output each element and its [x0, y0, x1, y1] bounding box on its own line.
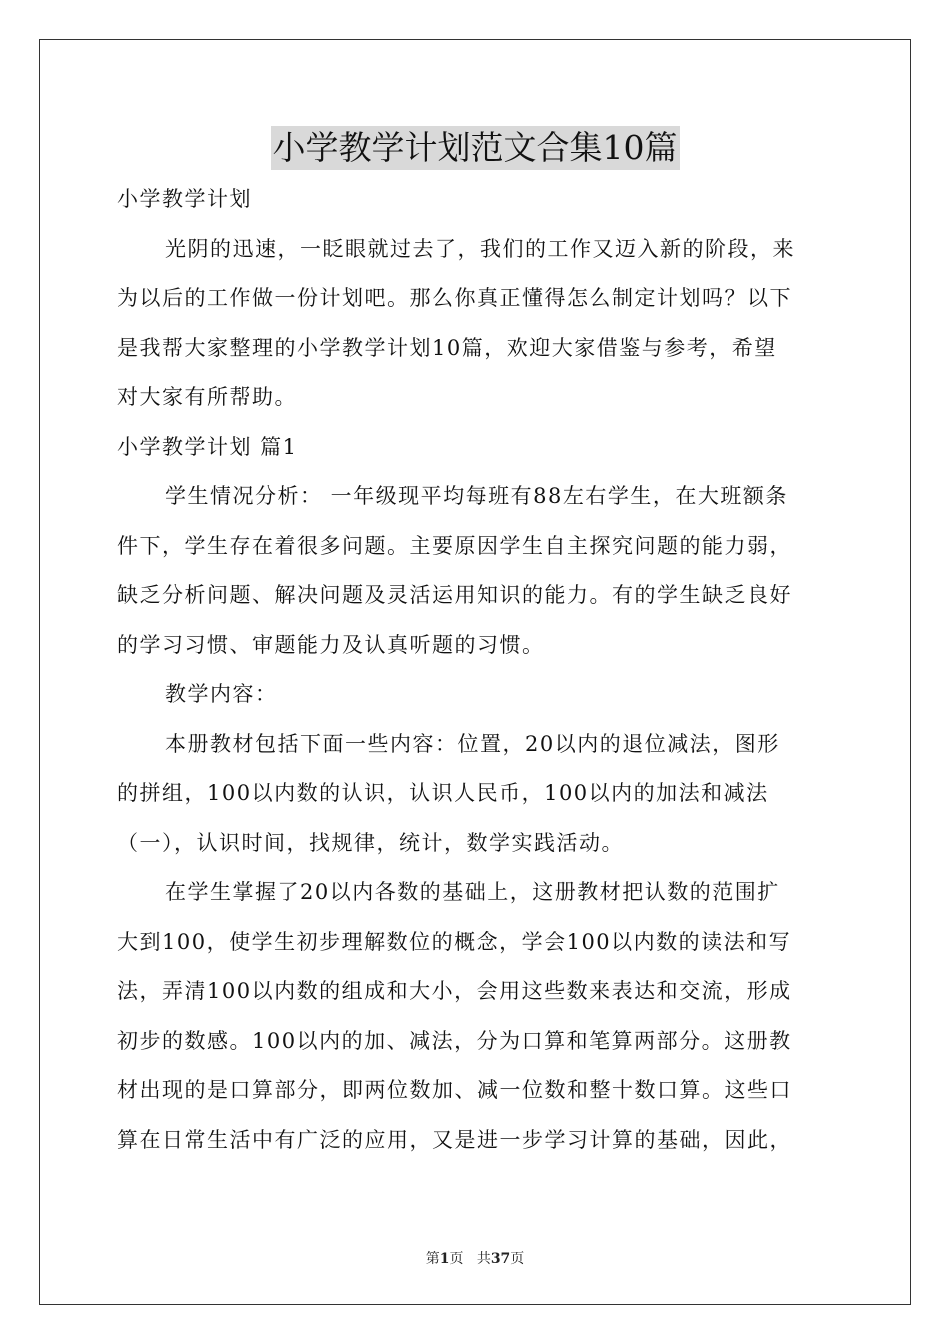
- paragraph-line: 大到100，使学生初步理解数位的概念，学会100以内数的读法和写: [117, 929, 792, 954]
- paragraph-line: 的拼组，100以内数的认识，认识人民币，100以内的加法和减法: [117, 781, 769, 805]
- page-label-suffix: 页: [449, 1251, 464, 1267]
- paragraph-line: 材出现的是口算部分，即两位数加、减一位数和整十数口算。这些口: [117, 1078, 792, 1102]
- total-label-suffix: 页: [510, 1251, 525, 1267]
- subheading: 教学内容：: [165, 682, 278, 706]
- section-heading: 小学教学计划: [117, 187, 252, 211]
- total-pages: 37: [490, 1251, 511, 1267]
- title-container: [0, 126, 950, 170]
- paragraph-line: 算在日常生活中有广泛的应用，又是进一步学习计算的基础，因此，: [117, 1127, 792, 1152]
- paragraph-line: 本册教材包括下面一些内容：位置，20以内的退位减法，图形: [165, 731, 780, 756]
- page-number: 1: [439, 1251, 450, 1267]
- paragraph-line: 初步的数感。100以内的加、减法，分为口算和笔算两部分。这册教: [117, 1028, 792, 1053]
- paragraph-line: 是我帮大家整理的小学教学计划10篇，欢迎大家借鉴与参考，希望: [117, 335, 777, 360]
- page-label-prefix: 第: [425, 1251, 440, 1267]
- section-heading: 小学教学计划 篇1: [117, 434, 298, 459]
- paragraph-line: 学生情况分析： 一年级现平均每班有88左右学生，在大班额条: [165, 484, 788, 508]
- paragraph-line: （一），认识时间，找规律，统计，数学实践活动。: [117, 830, 624, 855]
- paragraph-line: 的学习习惯、审题能力及认真听题的习惯。: [117, 632, 545, 657]
- document-title: 小学教学计划范文合集10篇: [271, 126, 680, 170]
- document-body: [117, 175, 833, 1165]
- paragraph-line: 对大家有所帮助。: [117, 385, 297, 409]
- paragraph-line: 光阴的迅速，一眨眼就过去了，我们的工作又迈入新的阶段，来: [165, 236, 795, 261]
- paragraph-line: 缺乏分析问题、解决问题及灵活运用知识的能力。有的学生缺乏良好: [117, 583, 792, 607]
- total-label-prefix: 共: [476, 1251, 491, 1267]
- paragraph-line: 件下，学生存在着很多问题。主要原因学生自主探究问题的能力弱，: [117, 533, 792, 558]
- page-footer: [0, 1248, 950, 1268]
- paragraph-line: 在学生掌握了20以内各数的基础上，这册教材把认数的范围扩: [165, 880, 780, 904]
- paragraph-line: 为以后的工作做一份计划吧。那么你真正懂得怎么制定计划吗？以下: [117, 286, 792, 310]
- paragraph-line: 法，弄清100以内数的组成和大小，会用这些数来表达和交流，形成: [117, 979, 792, 1003]
